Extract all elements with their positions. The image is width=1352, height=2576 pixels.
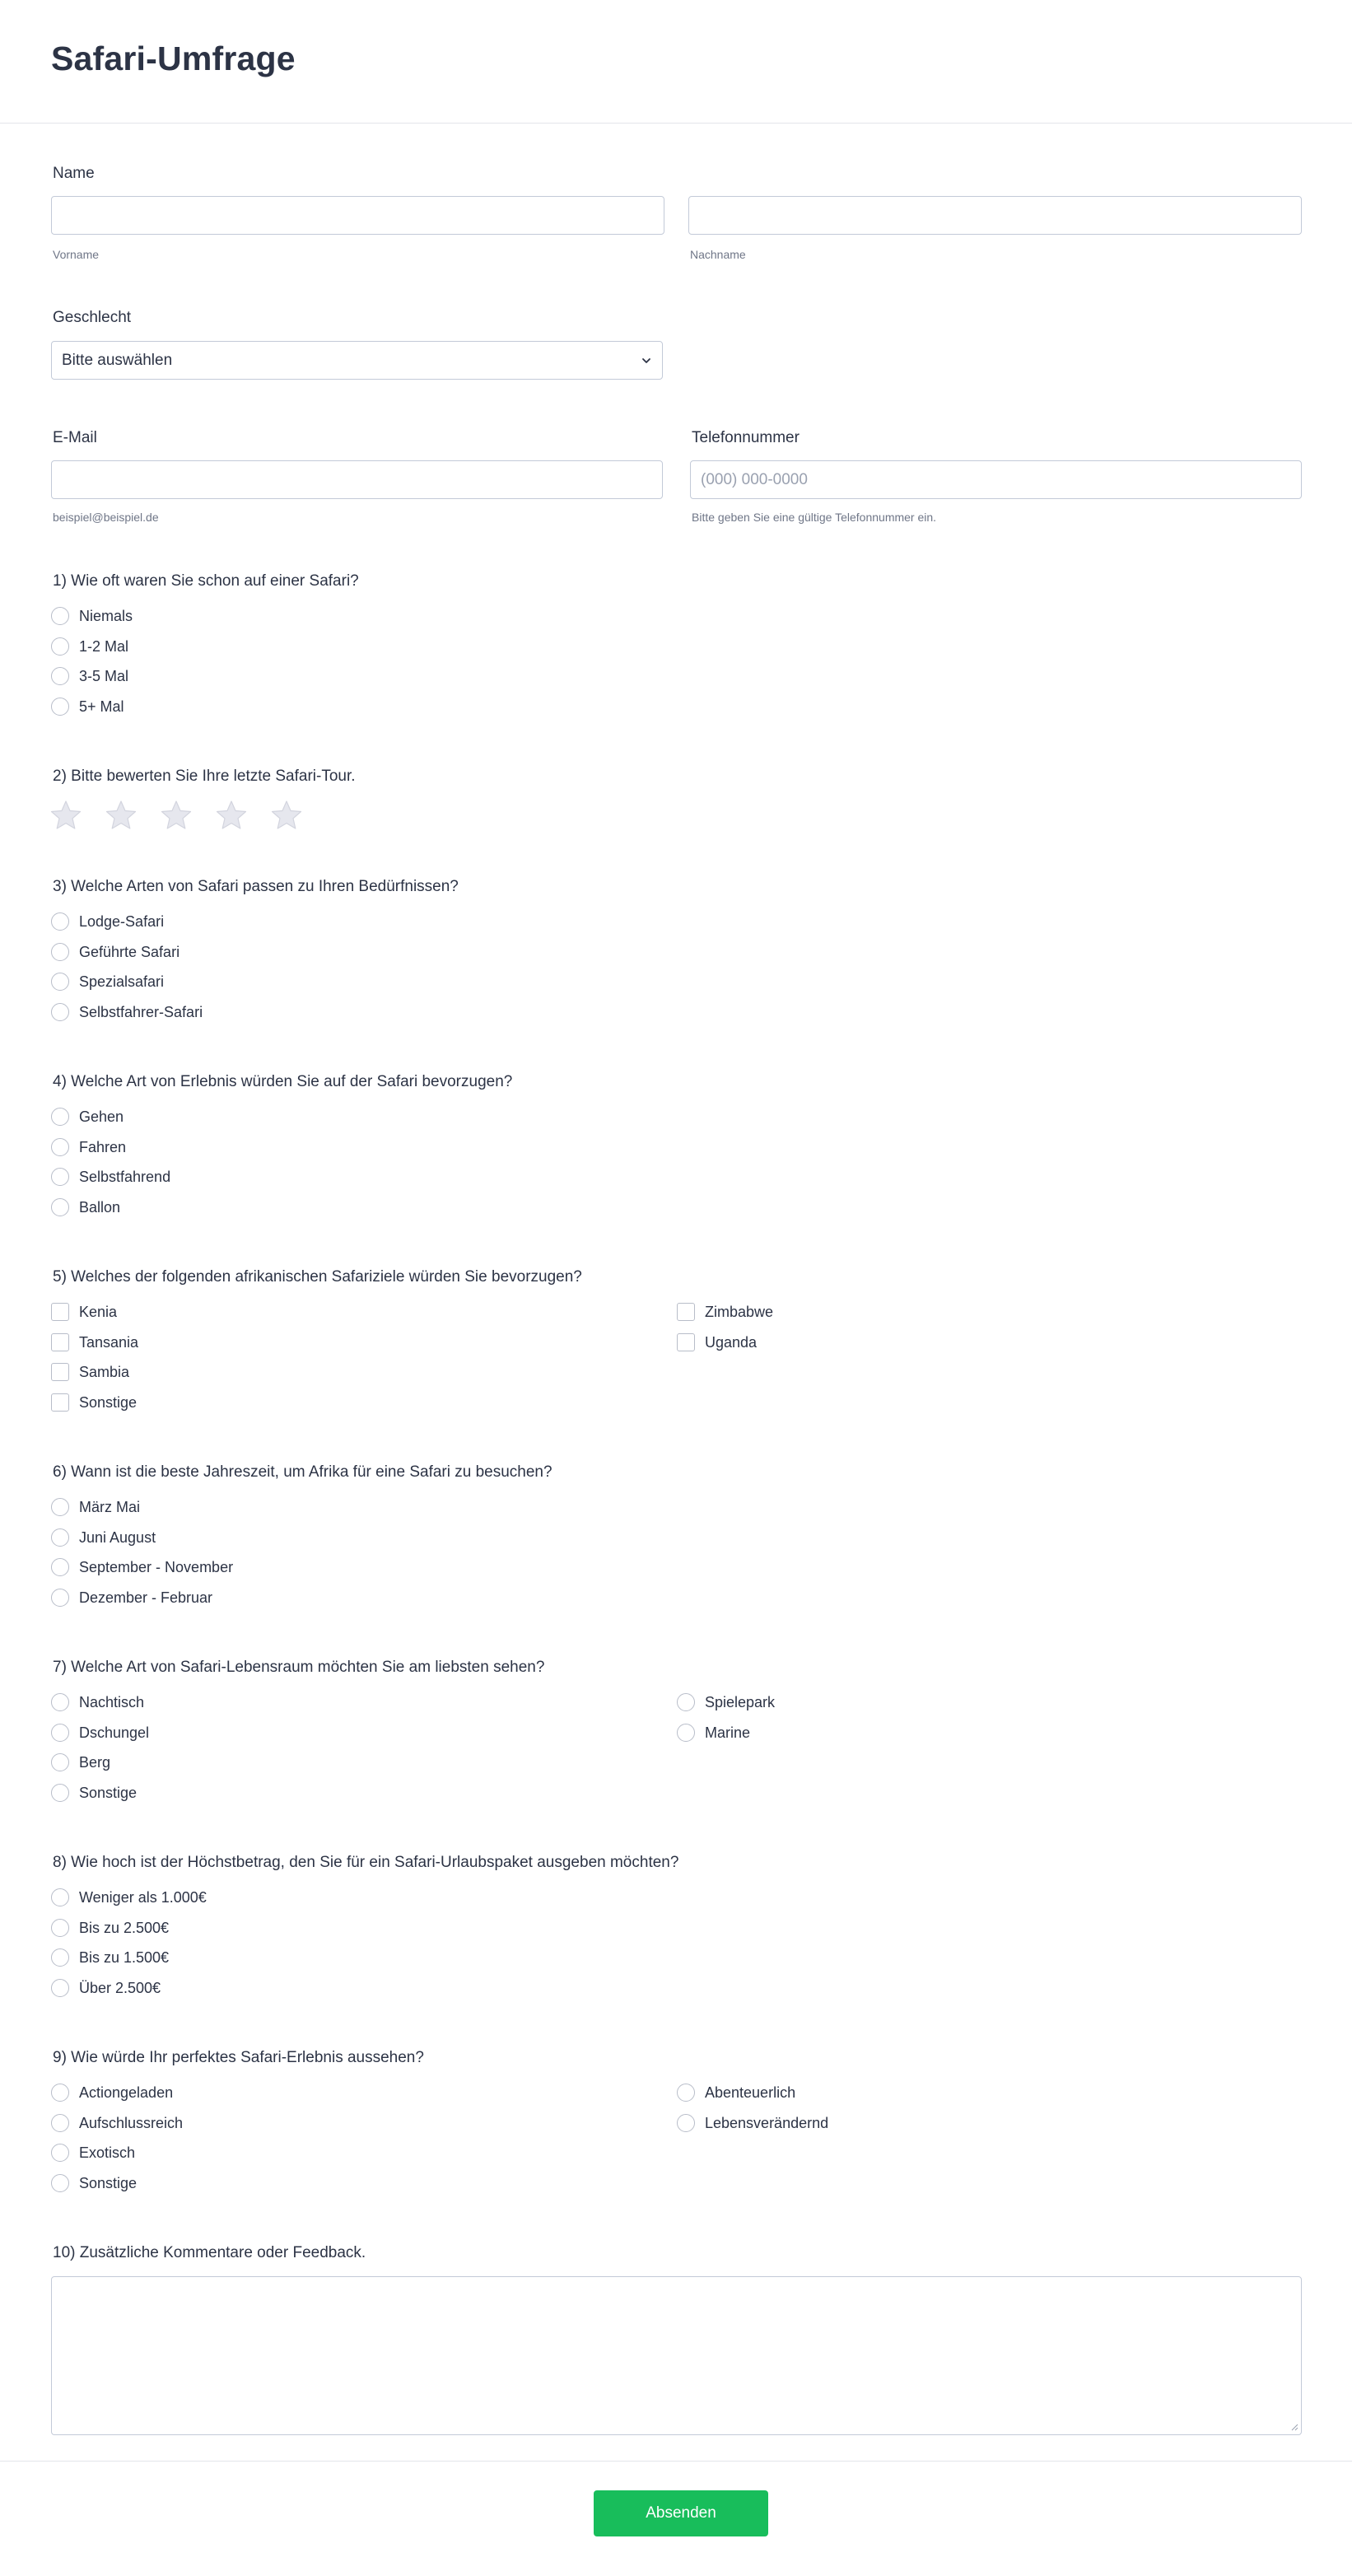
- option-label: Sonstige: [79, 1393, 138, 1411]
- q3-label: 3) Welche Arten von Safari passen zu Ihren Bedürfnissen?: [53, 878, 459, 895]
- q1-option[interactable]: [51, 604, 133, 628]
- radio-button[interactable]: [51, 1108, 69, 1126]
- option-label: Juni August: [79, 1528, 156, 1546]
- radio-button[interactable]: [51, 1888, 69, 1906]
- radio-button[interactable]: [677, 2114, 695, 2132]
- option-label: Marine: [705, 1724, 751, 1741]
- option-label: Bis zu 1.500€: [79, 1948, 170, 1966]
- option-label: Exotisch: [79, 2144, 136, 2161]
- option-label: Spielepark: [705, 1693, 776, 1710]
- option-label: Nachtisch: [79, 1693, 145, 1710]
- last-name-sublabel: Nachname: [690, 248, 746, 261]
- radio-button[interactable]: [51, 1138, 69, 1156]
- radio-button[interactable]: [51, 1498, 69, 1516]
- radio-button[interactable]: [51, 2144, 69, 2162]
- option-label: Bis zu 2.500€: [79, 1919, 170, 1936]
- radio-button[interactable]: [51, 1558, 69, 1576]
- radio-button[interactable]: [51, 1979, 69, 1997]
- option-label: Spezialsafari: [79, 973, 165, 990]
- radio-button[interactable]: [51, 698, 69, 716]
- q10-label: 10) Zusätzliche Kommentare oder Feedback.: [53, 2244, 366, 2261]
- q7-option[interactable]: [51, 1720, 149, 1745]
- option-label: September - November: [79, 1558, 234, 1575]
- radio-button[interactable]: [51, 1003, 69, 1021]
- radio-button[interactable]: [51, 1724, 69, 1742]
- option-label: Ballon: [79, 1198, 121, 1216]
- email-sublabel: beispiel@beispiel.de: [53, 511, 159, 524]
- option-label: Gehen: [79, 1108, 124, 1125]
- checkbox[interactable]: [51, 1303, 69, 1321]
- radio-button[interactable]: [51, 2174, 69, 2192]
- phone-label: Telefonnummer: [692, 429, 800, 446]
- q1-label: 1) Wie oft waren Sie schon auf einer Safari?: [53, 572, 359, 590]
- comments-textarea[interactable]: [51, 2276, 1302, 2435]
- q1-option[interactable]: [51, 664, 128, 688]
- q5-option[interactable]: [51, 1360, 129, 1384]
- q4-option[interactable]: [51, 1104, 124, 1129]
- radio-button[interactable]: [51, 1693, 69, 1711]
- radio-button[interactable]: [51, 1948, 69, 1967]
- option-label: Weniger als 1.000€: [79, 1888, 207, 1906]
- q7-option[interactable]: [677, 1690, 775, 1715]
- q6-option[interactable]: [51, 1555, 233, 1580]
- q8-option[interactable]: [51, 1916, 169, 1940]
- q5-option[interactable]: [51, 1390, 137, 1415]
- first-name-sublabel: Vorname: [53, 248, 100, 261]
- radio-button[interactable]: [51, 973, 69, 991]
- q3-option[interactable]: [51, 1000, 203, 1024]
- option-label: Kenia: [79, 1303, 118, 1320]
- form-header: [0, 0, 1352, 124]
- radio-button[interactable]: [51, 1784, 69, 1802]
- phone-input[interactable]: [690, 460, 1302, 499]
- option-label: Selbstfahrend: [79, 1168, 171, 1185]
- option-label: Zimbabwe: [705, 1303, 774, 1320]
- q5-option[interactable]: [677, 1300, 773, 1324]
- email-input[interactable]: [51, 460, 663, 499]
- email-label: E-Mail: [53, 429, 97, 446]
- q9-option[interactable]: [677, 2111, 828, 2135]
- option-label: Lodge-Safari: [79, 912, 165, 930]
- star-icon[interactable]: [270, 799, 303, 832]
- q6-option[interactable]: [51, 1525, 156, 1550]
- radio-button[interactable]: [51, 607, 69, 625]
- star-icon[interactable]: [215, 799, 248, 832]
- radio-button[interactable]: [51, 1919, 69, 1937]
- radio-button[interactable]: [51, 637, 69, 656]
- q5-option[interactable]: [677, 1330, 757, 1355]
- q9-option[interactable]: [51, 2171, 137, 2196]
- q7-option[interactable]: [51, 1690, 144, 1715]
- gender-select-value: Bitte auswählen: [62, 351, 173, 369]
- option-label: Dezember - Februar: [79, 1589, 213, 1606]
- option-label: Uganda: [705, 1333, 758, 1351]
- option-label: Geführte Safari: [79, 943, 180, 960]
- radio-button[interactable]: [51, 943, 69, 961]
- radio-button[interactable]: [677, 1693, 695, 1711]
- q2-label: 2) Bitte bewerten Sie Ihre letzte Safari-Tour.: [53, 768, 356, 785]
- checkbox[interactable]: [51, 1363, 69, 1381]
- option-label: Selbstfahrer-Safari: [79, 1003, 203, 1020]
- page-title: Safari-Umfrage: [51, 40, 296, 77]
- option-label: Abenteuerlich: [705, 2084, 796, 2101]
- q3-option[interactable]: [51, 940, 179, 964]
- radio-button[interactable]: [51, 2084, 69, 2102]
- q4-option[interactable]: [51, 1164, 170, 1189]
- q4-option[interactable]: [51, 1195, 120, 1220]
- option-label: Lebensverändernd: [705, 2114, 829, 2131]
- gender-select[interactable]: [51, 341, 663, 380]
- gender-label: Geschlecht: [53, 309, 132, 326]
- q9-option[interactable]: [677, 2080, 795, 2105]
- q9-option[interactable]: [51, 2111, 183, 2135]
- option-label: 3-5 Mal: [79, 667, 129, 684]
- checkbox[interactable]: [51, 1333, 69, 1351]
- phone-sublabel: Bitte geben Sie eine gültige Telefonnummer ein.: [692, 511, 937, 524]
- q6-option[interactable]: [51, 1495, 140, 1519]
- q7-option[interactable]: [677, 1720, 750, 1745]
- option-label: 5+ Mal: [79, 698, 124, 715]
- checkbox[interactable]: [51, 1393, 69, 1412]
- q5-label: 5) Welches der folgenden afrikanischen Safariziele würden Sie bevorzugen?: [53, 1268, 582, 1286]
- option-label: Niemals: [79, 607, 133, 624]
- q4-label: 4) Welche Art von Erlebnis würden Sie auf der Safari bevorzugen?: [53, 1073, 513, 1090]
- submit-button[interactable]: Absenden: [594, 2490, 768, 2536]
- star-icon[interactable]: [49, 799, 82, 832]
- radio-button[interactable]: [51, 667, 69, 685]
- q9-option[interactable]: [51, 2140, 135, 2165]
- q4-option[interactable]: [51, 1135, 126, 1160]
- q5-option[interactable]: [51, 1330, 138, 1355]
- option-label: 1-2 Mal: [79, 637, 129, 655]
- radio-button[interactable]: [677, 1724, 695, 1742]
- option-label: Über 2.500€: [79, 1979, 161, 1996]
- q7-option[interactable]: [51, 1750, 110, 1775]
- radio-button[interactable]: [51, 2114, 69, 2132]
- footer-divider: [0, 2461, 1352, 2462]
- option-label: Sonstige: [79, 1784, 138, 1801]
- option-label: Dschungel: [79, 1724, 150, 1741]
- q3-option[interactable]: [51, 909, 164, 934]
- q8-option[interactable]: [51, 1976, 161, 2000]
- star-icon[interactable]: [105, 799, 138, 832]
- radio-button[interactable]: [51, 1198, 69, 1216]
- first-name-input[interactable]: [51, 196, 664, 235]
- star-icon[interactable]: [160, 799, 193, 832]
- q6-option[interactable]: [51, 1585, 212, 1610]
- name-label: Name: [53, 165, 95, 182]
- radio-button[interactable]: [51, 1168, 69, 1186]
- q9-label: 9) Wie würde Ihr perfektes Safari-Erlebnis aussehen?: [53, 2049, 424, 2066]
- option-label: Actiongeladen: [79, 2084, 174, 2101]
- option-label: März Mai: [79, 1498, 141, 1515]
- radio-button[interactable]: [51, 1589, 69, 1607]
- option-label: Berg: [79, 1753, 111, 1771]
- last-name-input[interactable]: [688, 196, 1302, 235]
- q6-label: 6) Wann ist die beste Jahreszeit, um Afrika für eine Safari zu besuchen?: [53, 1463, 552, 1481]
- radio-button[interactable]: [51, 1528, 69, 1547]
- q8-option[interactable]: [51, 1945, 169, 1970]
- q1-option[interactable]: [51, 694, 124, 719]
- q1-option[interactable]: [51, 634, 128, 659]
- radio-button[interactable]: [51, 912, 69, 931]
- radio-button[interactable]: [51, 1753, 69, 1771]
- option-label: Fahren: [79, 1138, 127, 1155]
- option-label: Sonstige: [79, 2174, 138, 2191]
- q5-option[interactable]: [51, 1300, 117, 1324]
- q3-option[interactable]: [51, 969, 164, 994]
- q8-option[interactable]: [51, 1885, 207, 1910]
- checkbox[interactable]: [677, 1303, 695, 1321]
- q9-option[interactable]: [51, 2080, 173, 2105]
- chevron-down-icon: [641, 355, 652, 366]
- q7-option[interactable]: [51, 1780, 137, 1805]
- option-label: Tansania: [79, 1333, 139, 1351]
- resize-grip-icon[interactable]: [1290, 2423, 1298, 2431]
- q7-label: 7) Welche Art von Safari-Lebensraum möchten Sie am liebsten sehen?: [53, 1659, 545, 1676]
- checkbox[interactable]: [677, 1333, 695, 1351]
- option-label: Aufschlussreich: [79, 2114, 184, 2131]
- q8-label: 8) Wie hoch ist der Höchstbetrag, den Sie für ein Safari-Urlaubspaket ausgeben möchten?: [53, 1854, 679, 1871]
- option-label: Sambia: [79, 1363, 130, 1380]
- radio-button[interactable]: [677, 2084, 695, 2102]
